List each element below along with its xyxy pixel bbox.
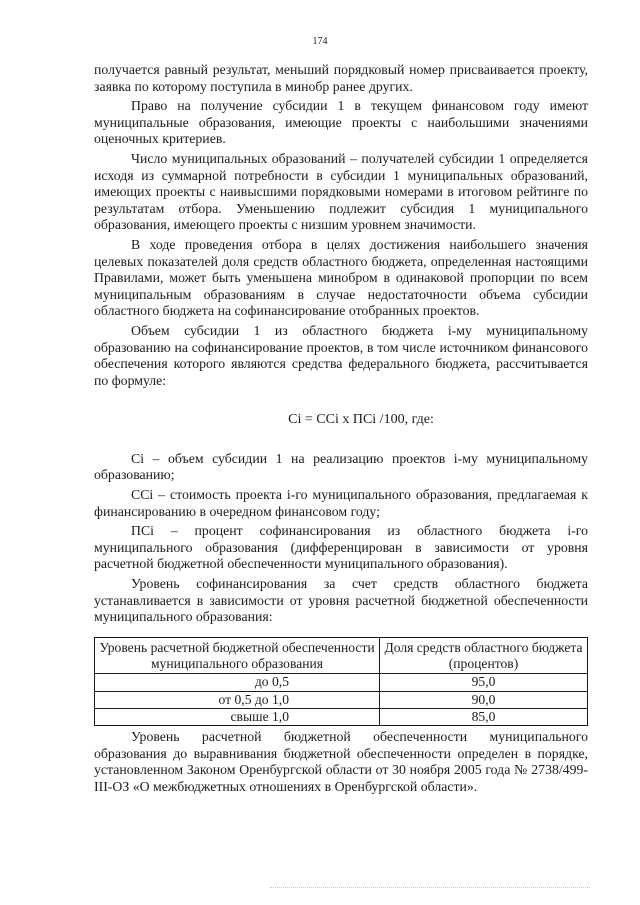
cell-share: 95,0 xyxy=(380,674,588,691)
scan-artifact-line xyxy=(270,887,590,888)
paragraph-closing: Уровень расчетной бюджетной обеспеченности муниципального образования до выравнивания бюджетной обеспеченности определен в порядке, установленном Законом Оренбургской области от 30 ноября 2005 года № 2738/499-III-ОЗ «О межбюджетных отношениях в Оренбургской области». xyxy=(94,729,588,795)
paragraph-right-to-subsidy: Право на получение субсидии 1 в текущем финансовом году имеют муниципальные образования, имеющие проекты с наибольшими значениями оценочных критериев. xyxy=(94,98,588,147)
page-number: 174 xyxy=(312,36,328,47)
header-provision-level: Уровень расчетной бюджетной обеспеченности муниципального образования xyxy=(95,637,380,674)
paragraph-reduction: В ходе проведения отбора в целях достижения наибольшего значения целевых показателей доля средств областного бюджета, определенная настоящими Правилами, может быть уменьшена минобром в одинаковой пропорции по всем муниципальным образованиям в случае недостаточности объема субсидии областного бюджета на софинансирование отобранных проектов. xyxy=(94,236,588,319)
cell-level: до 0,5 xyxy=(95,674,380,691)
paragraph-continuation: получается равный результат, меньший порядковый номер присваивается проекту, заявка по которому поступила в минобр ранее других. xyxy=(94,62,588,94)
document-body xyxy=(94,62,588,799)
definition-ci: Ci – объем субсидии 1 на реализацию проектов i-му муниципальному образованию; xyxy=(94,450,588,483)
table-row xyxy=(95,674,588,691)
definition-cci: CCi – стоимость проекта i-го муниципального образования, предлагаемая к финансированию в очередном финансовом году; xyxy=(94,487,588,519)
definition-pci: ПCi – процент софинансирования из областного бюджета i-го муниципального образования (дифференцирован в зависимости от уровня расчетной бюджетной обеспеченности муниципального образования). xyxy=(94,523,588,572)
cell-share: 85,0 xyxy=(380,709,588,726)
cell-level: свыше 1,0 xyxy=(95,709,380,726)
header-budget-share: Доля средств областного бюджета (процентов) xyxy=(380,637,588,674)
paragraph-recipients-count: Число муниципальных образований – получателей субсидии 1 определяется исходя из суммарной потребности в субсидии 1 муниципальных образований, имеющих проекты с наивысшими порядковыми номерами в итоговом рейтинге по результатам отбора. Уменьшению подлежит субсидия 1 муниципального образования, имеющего проекты с низшим уровнем значимости. xyxy=(94,150,588,233)
paragraph-subsidy-volume: Объем субсидии 1 из областного бюджета i-му муниципальному образованию на софинансирование проектов, в том числе источником финансового обеспечения которого являются средства федерального бюджета, рассчитывается по формуле: xyxy=(94,322,588,388)
table-header-row xyxy=(95,637,588,674)
cell-level: от 0,5 до 1,0 xyxy=(95,691,380,708)
table-row xyxy=(95,691,588,708)
cell-share: 90,0 xyxy=(380,691,588,708)
table-row xyxy=(95,709,588,726)
cofinancing-table xyxy=(94,637,588,726)
formula: Ci = CCi x ПCi /100, где: xyxy=(288,412,434,428)
paragraph-table-intro: Уровень софинансирования за счет средств областного бюджета устанавливается в зависимости от уровня расчетной бюджетной обеспеченности муниципального образования: xyxy=(94,576,588,625)
